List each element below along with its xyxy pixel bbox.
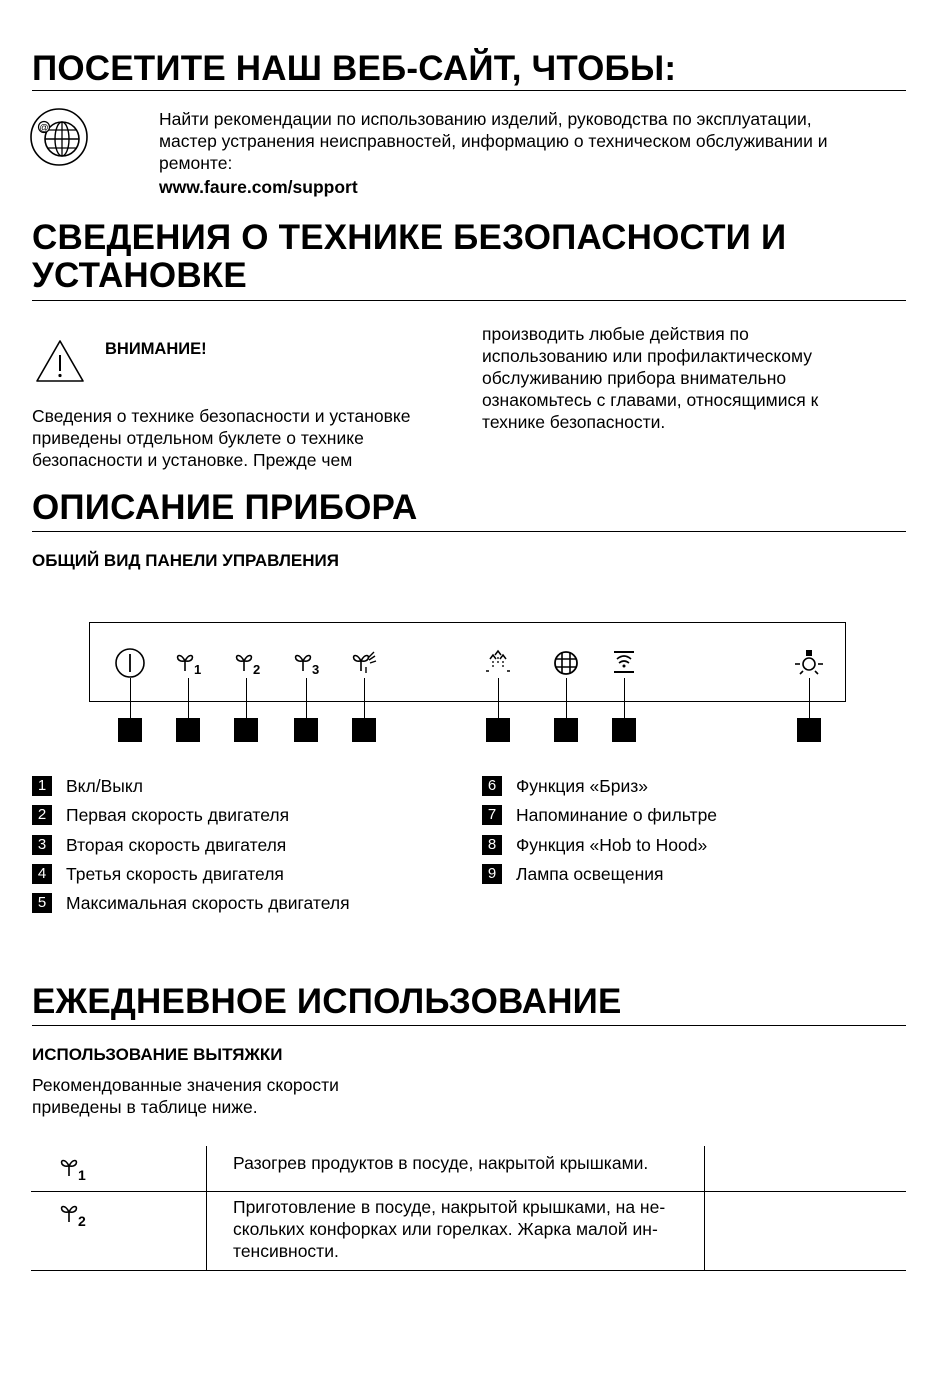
control-panel-subheading: ОБЩИЙ ВИД ПАНЕЛИ УПРАВЛЕНИЯ — [32, 551, 339, 570]
fan-speed-max-icon[interactable] — [348, 647, 380, 679]
legend-number: 7 — [482, 805, 502, 825]
safety-text-line: Сведения о технике безопасности и установке — [32, 406, 411, 426]
warning-triangle-icon — [35, 338, 85, 384]
legend-label: Функция «Hob to Hood» — [516, 834, 708, 855]
table-text-line: скольких конфорках или горелках. Жарка малой ин- — [233, 1219, 658, 1239]
table-row — [31, 1146, 906, 1192]
legend-number: 3 — [32, 835, 52, 855]
safety-heading-line: УСТАНОВКЕ — [32, 256, 247, 295]
legend-label: Третья скорость двигателя — [66, 863, 284, 884]
safety-text-line: ознакомьтесь с главами, относящимися к — [482, 390, 819, 410]
intro-line: приведены в таблице ниже. — [32, 1097, 258, 1117]
heading-divider — [32, 300, 906, 301]
legend-label: Лампа освещения — [516, 863, 664, 884]
safety-heading — [32, 219, 906, 295]
leader-line — [624, 678, 625, 718]
callout-marker — [486, 718, 510, 742]
heading-divider — [32, 531, 906, 532]
safety-text-line: безопасности и установке. Прежде чем — [32, 450, 353, 470]
warning-label: ВНИМАНИЕ! — [105, 340, 207, 358]
support-link[interactable]: www.faure.com/support — [159, 177, 358, 197]
lamp-icon[interactable] — [793, 647, 825, 679]
safety-left-text — [32, 405, 472, 471]
legend-item — [32, 863, 284, 885]
legend-number: 2 — [32, 805, 52, 825]
power-icon[interactable] — [114, 647, 146, 679]
daily-heading: ЕЖЕДНЕВНОЕ ИСПОЛЬЗОВАНИЕ — [32, 982, 622, 1021]
legend-item — [32, 834, 286, 856]
visit-text — [159, 108, 919, 174]
callout-marker — [234, 718, 258, 742]
safety-text-line: технике безопасности. — [482, 412, 666, 432]
table-text-line: Разогрев продуктов в посуде, накрытой крышками. — [233, 1153, 649, 1173]
hob-to-hood-icon[interactable] — [608, 647, 640, 679]
legend-item — [32, 892, 350, 914]
legend-item — [482, 834, 707, 856]
legend-number: 1 — [32, 776, 52, 796]
visit-text-line: Найти рекомендации по использованию изделий, руководства по эксплуатации, — [159, 109, 812, 129]
table-text-cell — [207, 1146, 705, 1191]
legend-label: Функция «Бриз» — [516, 775, 648, 796]
callout-marker — [554, 718, 578, 742]
leader-line — [364, 678, 365, 718]
visit-heading: ПОСЕТИТЕ НАШ ВЕБ-САЙТ, ЧТОБЫ: — [32, 49, 677, 88]
legend-item — [32, 804, 289, 826]
speed-subscript: 2 — [78, 1213, 86, 1229]
hood-usage-subheading: ИСПОЛЬЗОВАНИЕ ВЫТЯЖКИ — [32, 1045, 283, 1064]
table-icon-cell — [31, 1192, 207, 1270]
intro-line: Рекомендованные значения скорости — [32, 1075, 339, 1095]
table-empty-cell — [705, 1192, 906, 1270]
legend-label: Первая скорость двигателя — [66, 804, 290, 825]
callout-marker — [797, 718, 821, 742]
leader-line — [498, 678, 499, 718]
speed-subscript: 1 — [78, 1167, 86, 1183]
heading-divider — [32, 90, 906, 91]
leader-line — [306, 678, 307, 718]
fan-speed-2-icon[interactable] — [231, 647, 263, 679]
legend-number: 8 — [482, 835, 502, 855]
fan-speed-1-icon — [57, 1154, 91, 1184]
legend-item — [482, 863, 664, 885]
safety-text-line: обслуживанию прибора внимательно — [482, 368, 787, 388]
fan-speed-2-icon — [57, 1200, 91, 1230]
speed-subscript: 2 — [253, 662, 261, 677]
safety-heading-line: СВЕДЕНИЯ О ТЕХНИКЕ БЕЗОПАСНОСТИ И — [32, 218, 787, 257]
legend-label: Максимальная скорость двигателя — [66, 892, 350, 913]
description-heading: ОПИСАНИЕ ПРИБОРА — [32, 488, 418, 527]
leader-line — [566, 678, 567, 718]
visit-text-line: мастер устранения неисправностей, информацию о техническом обслуживании и — [159, 131, 828, 151]
table-text-cell — [207, 1192, 705, 1270]
fan-speed-1-icon[interactable] — [172, 647, 204, 679]
legend-item — [482, 804, 717, 826]
table-empty-cell — [705, 1146, 906, 1191]
legend-number: 5 — [32, 893, 52, 913]
svg-text:@: @ — [39, 122, 49, 133]
visit-text-line: ремонте: — [159, 153, 233, 173]
callout-marker — [294, 718, 318, 742]
table-icon-cell — [31, 1146, 207, 1191]
legend-item — [482, 775, 648, 797]
safety-text-line: приведены отдельном буклете о технике — [32, 428, 364, 448]
leader-line — [188, 678, 189, 718]
legend-number: 6 — [482, 776, 502, 796]
leader-line — [130, 678, 131, 718]
filter-grid-icon[interactable] — [550, 647, 582, 679]
table-text-line: Приготовление в посуде, накрытой крышками, на не- — [233, 1197, 666, 1217]
speed-subscript: 1 — [194, 662, 202, 677]
heading-divider — [32, 1025, 906, 1026]
breeze-icon[interactable] — [482, 647, 514, 679]
speed-subscript: 3 — [312, 662, 320, 677]
table-text-line: тенсивности. — [233, 1241, 339, 1261]
table-row — [31, 1192, 906, 1271]
legend-item — [32, 775, 143, 797]
callout-marker — [176, 718, 200, 742]
safety-right-text — [482, 323, 912, 433]
speed-table — [31, 1146, 906, 1271]
globe-at-icon — [29, 107, 89, 167]
safety-text-line: производить любые действия по — [482, 324, 749, 344]
legend-number: 4 — [32, 864, 52, 884]
callout-marker — [118, 718, 142, 742]
legend-label: Вторая скорость двигателя — [66, 834, 287, 855]
callout-marker — [352, 718, 376, 742]
fan-speed-3-icon[interactable] — [290, 647, 322, 679]
daily-intro — [32, 1074, 339, 1118]
legend-label: Напоминание о фильтре — [516, 804, 718, 825]
legend-label: Вкл/Выкл — [66, 775, 143, 796]
callout-marker — [612, 718, 636, 742]
legend-number: 9 — [482, 864, 502, 884]
safety-text-line: использованию или профилактическому — [482, 346, 812, 366]
leader-line — [246, 678, 247, 718]
leader-line — [809, 678, 810, 718]
